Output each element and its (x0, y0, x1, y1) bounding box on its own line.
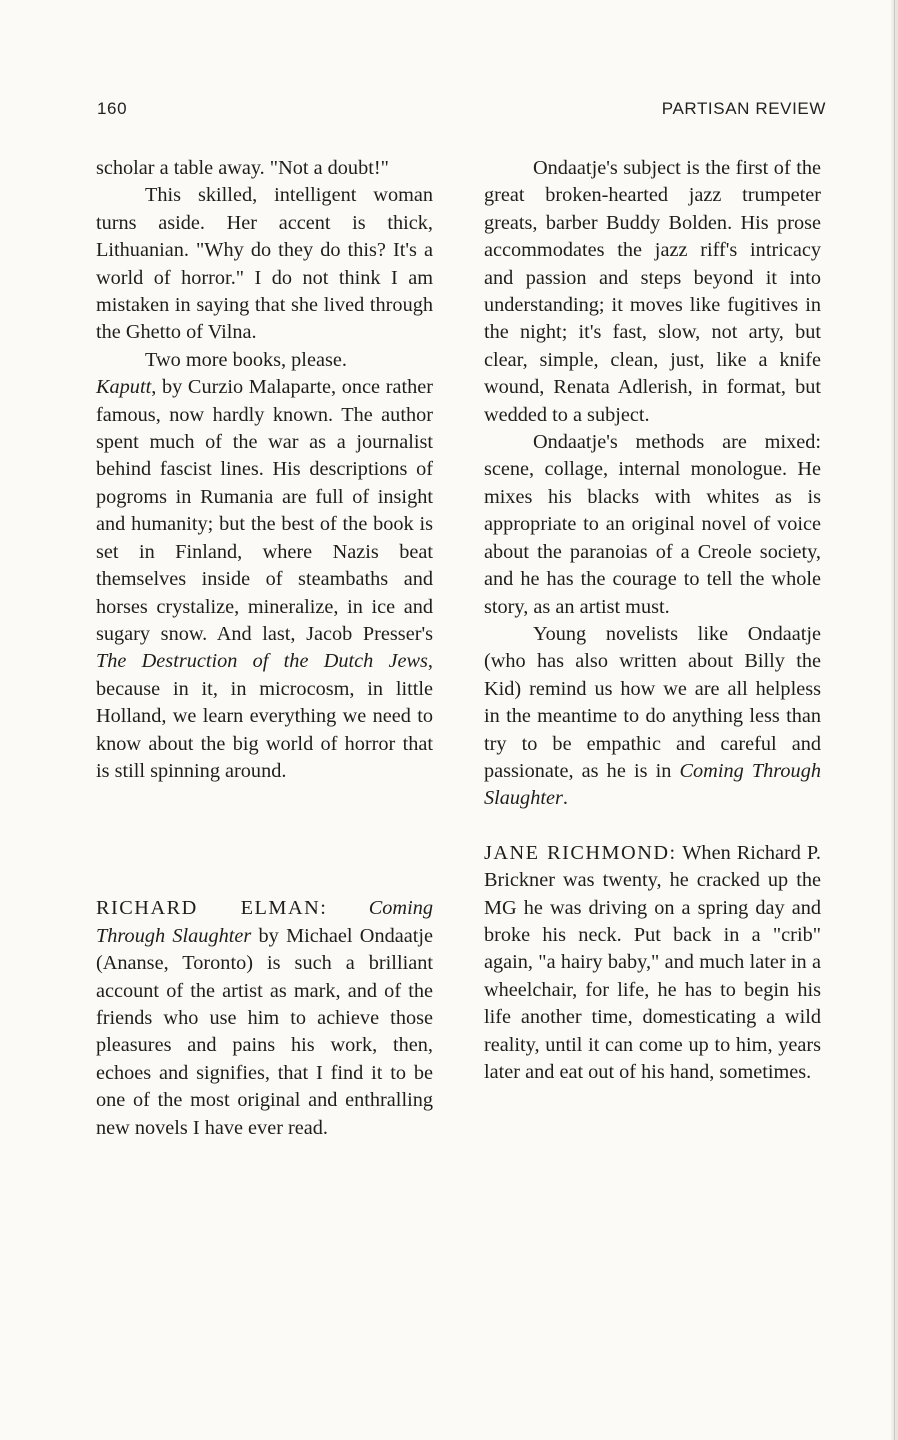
left-paragraph-3-b: , by Curzio Malaparte, once rather famous, now hardly known. The author spent much of the war as a journalist behind fascist lines. His descriptions of pogroms in Rumania are full of insight and humanity; but the best of the book is set in Finland, where Nazis beat themselves inside of steambaths and horses crystalize, mineralize, in ice and sugary snow. And last, Jacob Presser's (96, 376, 433, 645)
book-title-coming-through-slaughter-2: Coming Through Slaughter (484, 759, 821, 810)
left-column (96, 155, 433, 1142)
section-gap (484, 813, 821, 840)
right-paragraph-3 (484, 621, 821, 813)
running-header-journal: PARTISAN REVIEW (661, 99, 826, 118)
book-title-coming-through-slaughter: Coming Through Slaughter (96, 897, 433, 947)
left-paragraph-1: scholar a table away. "Not a doubt!" (96, 157, 389, 179)
section-gap (96, 785, 433, 895)
review-elman (96, 895, 433, 1142)
left-paragraph-3-a: Two more books, please. (145, 348, 347, 371)
review-richmond-text: When Richard P. Brickner was twenty, he cracked up the MG he was driving on a spring day and broke his neck. Put back in a "crib" again, "a hairy baby," and much later in a wheelchair, for life, he has to begin his life another time, domesticating a wild reality, until it can come up to him, years later and eat out of his hand, sometimes. (484, 841, 821, 1083)
book-title-kaputt: Kaputt (96, 376, 152, 399)
book-title-destruction: The Destruction of the Dutch Jews (96, 650, 428, 673)
right-paragraph-1: Ondaatje's subject is the first of the great broken-hearted jazz trumpeter greats, barber Buddy Bolden. His prose accommodates the jazz riff's intricacy and passion and steps beyond it into understanding; it moves like fugitives in the night; it's fast, slow, not arty, but clear, simple, clean, just, like a knife wound, Renata Adlerish, in format, but wedded to a subject. (484, 157, 821, 426)
right-paragraph-2: Ondaatje's methods are mixed: scene, collage, internal monologue. He mixes his blacks with whites as is appropriate to an original novel of voice about the paranoias of a Creole society, and he has the courage to tell the whole story, as an artist must. (484, 431, 821, 618)
reviewer-name-richmond: JANE RICHMOND: (484, 841, 677, 864)
page-number: 160 (97, 99, 128, 118)
left-paragraph-3-c: , because in it, in microcosm, in little Holland, we learn everything we need to know about the big world of horror that is still spinning around. (96, 650, 433, 782)
page-edge-line (894, 0, 896, 1440)
right-paragraph-3-text: Young novelists like Ondaatje (who has also written about Billy the Kid) remind us how we are all helpless in the meantime to do anything less than try to be empathic and careful and passionate, as he is in (484, 622, 821, 782)
review-richmond (484, 840, 821, 1087)
left-paragraph-3 (96, 347, 433, 786)
right-paragraph-3-end: . (562, 787, 568, 810)
review-elman-text: by Michael Ondaatje (Ananse, Toronto) is such a brilliant account of the artist as mark, and of the friends who use him to achieve those pleasures and pains his work, then, echoes and signifies, that I find it to be one of the most original and enthralling new novels I have ever read. (96, 924, 433, 1139)
right-column (484, 155, 821, 1086)
left-paragraph-2: This skilled, intelligent woman turns aside. Her accent is thick, Lithuanian. "Why do they do this? It's a world of horror." I do not think I am mistaken in saying that she lived through the Ghetto of Vilna. (96, 184, 433, 344)
reviewer-name-elman: RICHARD ELMAN: (96, 897, 328, 920)
